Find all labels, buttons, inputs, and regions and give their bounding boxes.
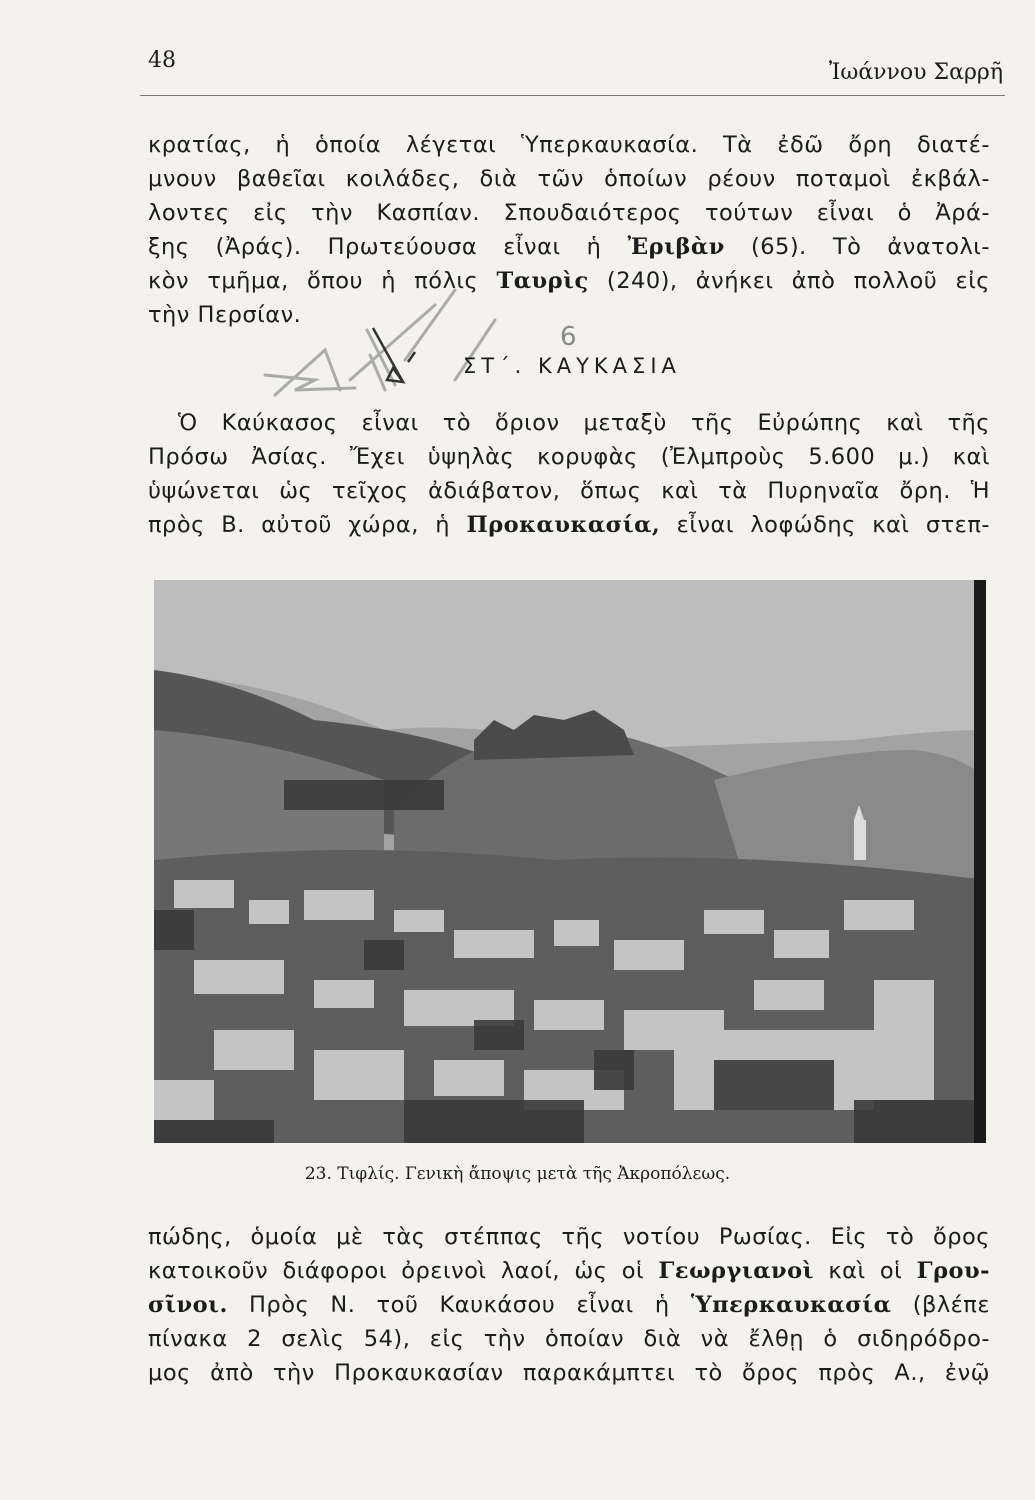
text-line: Ὁ Καύκασος εἶναι τὸ ὅριον μεταξὺ τῆς Εὐρώπης καὶ τῆς	[178, 410, 990, 436]
paragraph-3	[148, 1220, 990, 1390]
people-name-georgians: Γεωργιανοὶ	[658, 1258, 815, 1284]
text-line	[148, 508, 990, 542]
text-line	[148, 230, 990, 264]
pencil-scribble-icon	[255, 280, 615, 410]
region-name-prokavkasia: Προκαυκασία,	[466, 512, 661, 538]
place-name-erivan: Ἐριβὰν	[627, 234, 725, 260]
text-line: ὑψώνεται ὡς τεῖχος ἀδιάβατον, ὅπως καὶ τὰ Πυρηναῖα ὄρη. Ἡ	[148, 478, 990, 504]
text-run: πρὸς Β. αὐτοῦ χώρα, ἡ	[148, 512, 451, 538]
page-number: 48	[148, 48, 176, 73]
text-line: μος ἀπὸ τὴν Προκαυκασίαν παρακάμπτει τὸ ὄρος πρὸς Α., ἐνῷ	[148, 1360, 990, 1386]
text-line: μνουν βαθεῖαι κοιλάδες, διὰ τῶν ὁποίων ρέουν ποταμοὶ ἐκβάλ-	[148, 166, 990, 192]
text-run: εἶναι λοφώδης καὶ στεπ-	[676, 512, 990, 538]
region-name-yperkavkasia: Ὑπερκαυκασία	[690, 1292, 892, 1318]
section-heading: ΣΤ΄. ΚΑΥΚΑΣΙΑ	[463, 354, 681, 378]
text-line: κρατίας, ἡ ὁποία λέγεται Ὑπερκαυκασία. Τὰ ἐδῶ ὄρη διατέ-	[148, 132, 990, 158]
text-run: (240), ἀνήκει ἀπὸ πολλοῦ εἰς	[606, 268, 991, 294]
pencil-number: 6	[560, 322, 577, 352]
people-name-grousinoi-end: σῖνοι.	[148, 1292, 228, 1318]
text-line	[148, 1288, 990, 1322]
cityscape-image	[154, 580, 986, 1143]
text-line: λοντες εἰς τὴν Κασπίαν. Σπουδαιότερος τούτων εἶναι ὁ Ἀρά-	[148, 200, 990, 226]
text-line: Πρόσω Ἀσίας. Ἔχει ὑψηλὰς κορυφὰς (Ἐλμπροὺς 5.600 μ.) καὶ	[148, 444, 990, 470]
people-name-grousinoi: Γρου-	[916, 1258, 990, 1284]
place-name-tavris: Ταυρὶς	[496, 268, 589, 294]
text-line	[148, 1254, 990, 1288]
figure-caption: 23. Τιφλίς. Γενικὴ ἄποψις μετὰ τῆς Ἀκροπόλεως.	[304, 1164, 731, 1184]
running-head: Ἰωάννου Σαρρῆ	[828, 60, 1003, 85]
text-run: Πρὸς Ν. τοῦ Καυκάσου εἶναι ἡ	[249, 1292, 670, 1318]
text-run: ξης (Ἀράς). Πρωτεύουσα εἶναι ἡ	[148, 234, 602, 260]
text-line: πώδης, ὁμοία μὲ τὰς στέππας τῆς νοτίου Ρωσίας. Εἰς τὸ ὄρος	[148, 1224, 990, 1250]
text-line: τὴν Περσίαν.	[148, 302, 302, 328]
text-run: καὶ οἱ	[828, 1258, 903, 1284]
text-line: πίνακα 2 σελὶς 54), εἰς τὴν ὁποίαν διὰ νὰ ἔλθῃ ὁ σιδηρόδρο-	[148, 1326, 990, 1352]
text-run: κατοικοῦν διάφοροι ὀρεινοὶ λαοί, ὡς οἱ	[148, 1258, 645, 1284]
header-rule	[140, 95, 1005, 96]
text-run: κὸν τμῆμα, ὅπου ἡ πόλις	[148, 268, 479, 294]
tiflis-photograph	[154, 580, 986, 1143]
text-run: (βλέπε	[912, 1292, 991, 1318]
text-run: (65). Τὸ ἀνατολι-	[750, 234, 991, 260]
page-header	[148, 44, 1003, 94]
paragraph-2	[148, 406, 990, 542]
